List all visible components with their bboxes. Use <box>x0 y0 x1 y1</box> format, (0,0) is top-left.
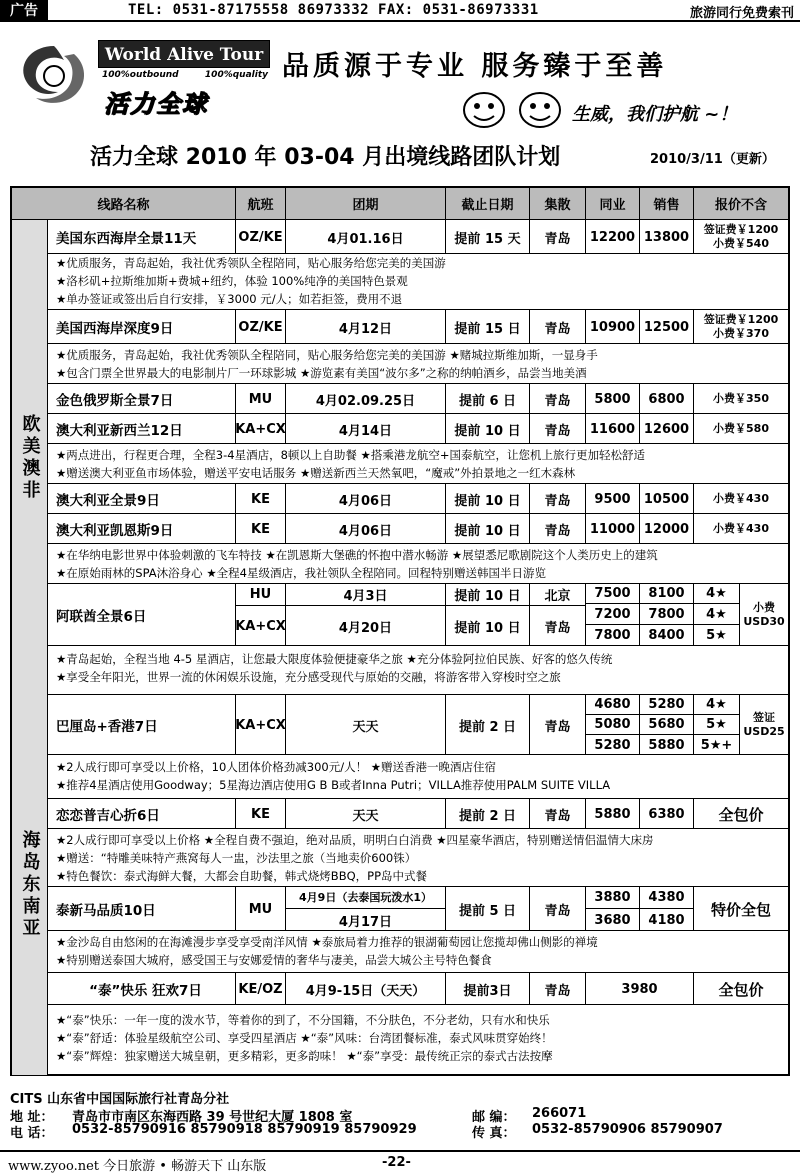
deadline: 提前 10 日 <box>446 514 530 544</box>
sale-price: 4180 <box>640 909 694 931</box>
deadline: 提前 2 日 <box>446 695 530 755</box>
departure: 4月17日 <box>286 909 446 931</box>
note-line: ★2人成行即可享受以上价格，10人团体价格劲减300元/人！ ★赠送香港一晚酒店住宿 <box>56 760 497 774</box>
exclusions: 全包价 <box>718 805 764 824</box>
deadline: 提前3日 <box>446 973 530 1005</box>
table-row <box>48 414 788 444</box>
company-name: CITS 山东省中国国际旅行社青岛分社 <box>10 1092 230 1107</box>
flight: KE <box>236 799 286 829</box>
col-exclusions: 报价不含 <box>714 198 767 213</box>
address: 青岛市市南区东海西路 39 号世纪大厦 1808 室 <box>72 1110 353 1125</box>
exclusions <box>694 220 788 254</box>
table-row <box>48 384 788 414</box>
route-notes <box>48 1005 788 1074</box>
sale-price: 5880 <box>640 735 694 755</box>
route-name: 美国西海岸深度9日 <box>48 310 236 344</box>
note-line: ★金沙岛自由悠闲的在海滩漫步享受享受南洋风情 ★泰旅局着力推荐的银湖葡萄园让您揽却佛山侧影的禅境 <box>56 935 598 949</box>
table-header <box>12 188 788 220</box>
tel: 0532-85790916 85790918 85790919 85790929 <box>72 1122 417 1137</box>
exclusions: 小费￥350 <box>713 392 769 405</box>
route-name: 巴厘岛+香港7日 <box>48 695 236 755</box>
col-route-name: 线路名称 <box>12 188 236 219</box>
flight: HU <box>236 584 286 606</box>
note-line: ★赠送澳大利亚鱼市场体验，赠送平安电话服务 ★赠送新西兰天然氧吧，“魔戒”外拍景地之一红木森林 <box>56 466 576 480</box>
note-line: ★“泰”辉煌：独家赠送大城皇朝，更多精彩，更多韵味！ ★“泰”享受：最传统正宗的泰式古法按摩 <box>56 1049 553 1063</box>
note-line: ★2人成行即可享受以上价格 ★全程自费不强迫，绝对品质，明明白白消费 ★四星豪华酒店，特别赠送情侣温情大床房 <box>56 833 654 847</box>
route-notes <box>48 544 788 584</box>
col-sale-price: 销售 <box>640 188 694 219</box>
exclusions: 特价全包 <box>710 900 771 919</box>
sale-price: 6800 <box>640 384 694 414</box>
departure: 4月14日 <box>286 414 446 444</box>
trade-price: 11600 <box>586 414 640 444</box>
deadline: 提前 15 日 <box>446 310 530 344</box>
route-notes <box>48 254 788 310</box>
note-line: ★洛杉矶+拉斯维加斯+费城+纽约，体验 100%纯净的美国特色景观 <box>56 274 408 288</box>
brand-sub-right: 100%quality <box>204 70 268 80</box>
hotel-star: 4★ <box>694 584 740 604</box>
note-line: ★特色餐饮：泰式海鲜大餐，大都会自助餐，韩式烧烤BBQ，PP岛中式餐 <box>56 869 428 883</box>
route-name: 澳大利亚凯恩斯9日 <box>48 514 236 544</box>
hotel-star: 4★ <box>694 695 740 715</box>
note-line: ★青岛起始，全程当地 4-5 星酒店，让您最大限度体验便捷豪华之旅 ★充分体验阿拉伯民族、好客的悠久传统 <box>56 652 613 666</box>
flight: OZ/KE <box>236 220 286 254</box>
postcode: 266071 <box>532 1106 587 1121</box>
departure: 天天 <box>286 695 446 755</box>
page-title: 活力全球 2010 年 03-04 月出境线路团队计划 <box>90 145 561 170</box>
route-name: 阿联酋全景6日 <box>48 584 236 646</box>
city: 青岛 <box>530 310 586 344</box>
sale-price: 7800 <box>640 604 694 625</box>
exclusions: 小费￥430 <box>713 522 769 535</box>
flight: KE <box>236 514 286 544</box>
city: 青岛 <box>530 220 586 254</box>
trade-price: 12200 <box>586 220 640 254</box>
trade-price: 7800 <box>586 625 640 646</box>
sale-price: 13800 <box>640 220 694 254</box>
city: 青岛 <box>530 484 586 514</box>
note-line: ★两点进出，行程更合理，全程3-4星酒店，8顿以上自助餐 ★搭乘港龙航空+国泰航空，让您机上旅行更加轻松舒适 <box>56 448 646 462</box>
region-island-sea: 海岛东南亚 <box>12 695 48 1075</box>
flight: KE/OZ <box>236 973 286 1005</box>
trade-price: 7200 <box>586 604 640 625</box>
col-flight: 航班 <box>236 188 286 219</box>
exclusions: 小费￥580 <box>713 422 769 435</box>
city: 青岛 <box>530 695 586 755</box>
departure: 4月12日 <box>286 310 446 344</box>
trade-price: 3880 <box>586 887 640 909</box>
flight: MU <box>236 384 286 414</box>
hotel-star: 5★ <box>694 625 740 646</box>
exclusion-tip: 小费 <box>753 601 775 614</box>
hotel-star: 4★ <box>694 604 740 625</box>
note-line: ★优质服务，青岛起始，我社优秀领队全程陪同，贴心服务给您完美的美国游 <box>56 256 446 270</box>
table-row <box>48 484 788 514</box>
exclusions <box>740 584 788 646</box>
note-line: ★“泰”快乐：一年一度的泼水节，等着你的到了，不分国籍，不分肤色，不分老幼，只有水和快乐 <box>56 1013 550 1027</box>
trade-price: 5280 <box>586 735 640 755</box>
note-line: ★包含门票全世界最大的电影制片厂一环球影城 ★游览素有美国“波尔多”之称的纳帕酒乡，品尝当地美酒 <box>56 366 587 380</box>
trade-price: 4680 <box>586 695 640 715</box>
mascot-slogan: 生威，我们护航 ~！ <box>572 104 738 125</box>
flight: MU <box>236 887 286 931</box>
trade-price: 5080 <box>586 715 640 735</box>
exclusions: 全包价 <box>718 980 764 999</box>
tel-label: 电 话： <box>10 1126 54 1141</box>
sale-price: 8100 <box>640 584 694 604</box>
departure: 4月9-15日（天天） <box>286 973 446 1005</box>
trade-price: 11000 <box>586 514 640 544</box>
departure: 4月9日（去泰国玩泼水1） <box>286 887 446 909</box>
city: 青岛 <box>530 606 586 646</box>
note-line: ★单办签证或签出后自行安排，￥3000 元/人；如若拒签，费用不退 <box>56 292 403 306</box>
note-line: ★特别赠送泰国大城府，感受国王与安娜爱情的奢华与凄美，品尝大城公主号特色餐食 <box>56 953 492 967</box>
route-notes <box>48 829 788 887</box>
trade-price: 7500 <box>586 584 640 604</box>
trade-price: 3680 <box>586 909 640 931</box>
note-line: ★享受全年阳光，世界一流的休闲娱乐设施，充分感受现代与原始的交融，将游客带入穿梭时空之旅 <box>56 670 561 684</box>
hotel-star: 5★ <box>694 715 740 735</box>
deadline: 提前 10 日 <box>446 584 530 606</box>
departure: 4月02.09.25日 <box>286 384 446 414</box>
note-line: ★赠送：“特雕美味特产燕窝每人一盅，沙法里之旅（当地卖价600铢） <box>56 851 417 865</box>
col-deadline: 截止日期 <box>446 188 530 219</box>
city: 青岛 <box>530 384 586 414</box>
departure: 4月06日 <box>286 514 446 544</box>
city: 北京 <box>530 584 586 606</box>
deadline: 提前 5 日 <box>446 887 530 931</box>
deadline: 提前 15 天 <box>446 220 530 254</box>
table-row <box>48 799 788 829</box>
table-row <box>48 584 788 646</box>
brand-english: World Alive Tour <box>98 40 270 68</box>
flight: OZ/KE <box>236 310 286 344</box>
contact-line: TEL: 0531-87175558 86973332 FAX: 0531-86973331 <box>128 2 539 18</box>
exclusion-tip: 小费￥540 <box>713 237 769 250</box>
post-label: 邮 编： <box>472 1110 516 1125</box>
route-name: 金色俄罗斯全景7日 <box>48 384 236 414</box>
swirl-logo-icon <box>14 40 94 110</box>
deadline: 提前 2 日 <box>446 799 530 829</box>
bottom-banner <box>0 1150 800 1172</box>
exclusion-visa: 签证费￥1200 <box>703 223 779 236</box>
sale-price: 5680 <box>640 715 694 735</box>
departure: 4月20日 <box>286 606 446 646</box>
ad-tag: 广告 <box>0 0 48 22</box>
fax-label: 传 真： <box>472 1126 516 1141</box>
route-name: “泰”快乐 狂欢7日 <box>48 973 236 1005</box>
sale-price: 10500 <box>640 484 694 514</box>
city: 青岛 <box>530 514 586 544</box>
exclusions: 小费￥430 <box>713 492 769 505</box>
deadline: 提前 10 日 <box>446 484 530 514</box>
route-name: 泰新马品质10日 <box>48 887 236 931</box>
route-name: 恋恋普吉心折6日 <box>48 799 236 829</box>
city: 青岛 <box>530 887 586 931</box>
table-row <box>48 220 788 254</box>
trade-price: 5800 <box>586 384 640 414</box>
departure: 4月3日 <box>286 584 446 606</box>
note-line: ★在华纳电影世界中体验刺激的飞车特技 ★在凯恩斯大堡礁的怀抱中潜水畅游 ★展望悉尼歌剧院这个人类历史上的建筑 <box>56 548 658 562</box>
brand-tagline <box>102 70 268 80</box>
route-notes <box>48 646 788 695</box>
table-row <box>48 695 788 755</box>
route-notes <box>48 344 788 384</box>
table-row <box>48 310 788 344</box>
deadline: 提前 10 日 <box>446 414 530 444</box>
exclusion-visa: 签证 <box>753 711 775 724</box>
city: 青岛 <box>530 973 586 1005</box>
exclusion-visa: 签证费￥1200 <box>703 313 779 326</box>
route-name: 澳大利亚新西兰12日 <box>48 414 236 444</box>
update-date: 2010/3/11（更新） <box>650 152 775 167</box>
route-notes <box>48 444 788 484</box>
address-label: 地 址： <box>10 1110 54 1125</box>
slogan: 品质源于专业 服务臻于至善 <box>282 51 668 82</box>
sale-price: 5280 <box>640 695 694 715</box>
note-line: ★推荐4星酒店使用Goodway；5星海边酒店使用G B B或者Inna Putri；VILLA推荐使用PALM SUITE VILLA <box>56 778 611 792</box>
departure: 天天 <box>286 799 446 829</box>
sale-price: 4380 <box>640 887 694 909</box>
flight: KA+CX <box>236 414 286 444</box>
departure: 4月06日 <box>286 484 446 514</box>
departure: 4月01.16日 <box>286 220 446 254</box>
flight: KA+CX <box>236 695 286 755</box>
trade-price: 9500 <box>586 484 640 514</box>
exclusion-amount: USD25 <box>743 725 785 738</box>
city: 青岛 <box>530 414 586 444</box>
trade-price: 5880 <box>586 799 640 829</box>
trade-price: 10900 <box>586 310 640 344</box>
free-catalog-tag: 旅游同行免费索刊 <box>689 6 794 21</box>
flight: KA+CX <box>236 606 286 646</box>
top-banner <box>0 0 800 22</box>
flight: KE <box>236 484 286 514</box>
brand-box <box>98 40 270 118</box>
hotel-star: 5★+ <box>694 735 740 755</box>
table-row <box>48 887 788 931</box>
sale-price: 12600 <box>640 414 694 444</box>
deadline: 提前 6 日 <box>446 384 530 414</box>
table-row <box>48 514 788 544</box>
city: 青岛 <box>530 799 586 829</box>
brand-chinese: 活力全球 <box>104 90 208 118</box>
mascot-icon <box>458 86 570 130</box>
sale-price: 8400 <box>640 625 694 646</box>
exclusion-amount: USD30 <box>743 615 785 628</box>
route-notes <box>48 755 788 799</box>
fax: 0532-85790906 85790907 <box>532 1122 723 1137</box>
page-number: -22- <box>382 1155 411 1170</box>
site-url: www.zyoo.net 今日旅游 • 畅游天下 山东版 <box>8 1159 267 1174</box>
exclusion-tip: 小费￥370 <box>713 327 769 340</box>
region-europe-america: 欧美澳非 <box>12 220 48 695</box>
col-departure: 团期 <box>286 188 446 219</box>
route-name: 美国东西海岸全景11天 <box>48 220 236 254</box>
note-line: ★“泰”舒适：体验星级航空公司、享受四星酒店 ★“泰”风味：台湾团餐标准，泰式风味贯穿始终！ <box>56 1031 553 1045</box>
exclusions <box>694 310 788 344</box>
trade-price: 3980 <box>586 973 694 1005</box>
deadline: 提前 10 日 <box>446 606 530 646</box>
route-notes <box>48 931 788 973</box>
col-trade-price: 同业 <box>586 188 640 219</box>
table-row <box>48 973 788 1005</box>
sale-price: 12500 <box>640 310 694 344</box>
sale-price: 12000 <box>640 514 694 544</box>
exclusions <box>740 695 788 755</box>
sale-price: 6380 <box>640 799 694 829</box>
note-line: ★优质服务，青岛起始，我社优秀领队全程陪同，贴心服务给您完美的美国游 ★赌城拉斯维加斯，一显身手 <box>56 348 598 362</box>
col-city: 集散 <box>530 188 586 219</box>
route-name: 澳大利亚全景9日 <box>48 484 236 514</box>
note-line: ★在原始雨林的SPA沐浴身心 ★全程4星级酒店，我社领队全程陪同。回程特别赠送韩国半日游览 <box>56 566 546 580</box>
itinerary-table <box>10 186 790 1076</box>
brand-sub-left: 100%outbound <box>102 70 179 80</box>
